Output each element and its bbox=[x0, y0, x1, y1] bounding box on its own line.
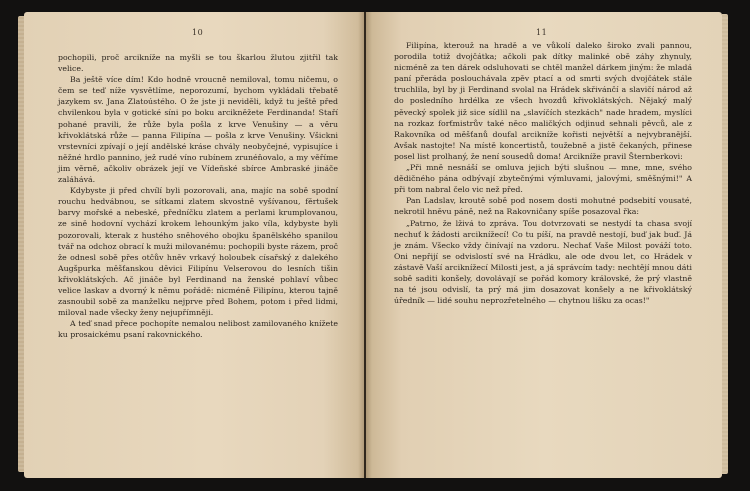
paragraph: Filipína, kterouž na hradě a ve vůkolí dalekо široko zvali pannou, porodila totiž dvojčátka; ačkoli pak dítky malinké obě záhy zhynuly, nicméně za ten dárek odsluhovati se chtěl manžel dárkem jiným: že mladá paní přeráda poslouchávala zpěv ptací a od smrti svých dvojčátek stále truchlila, byl by ji Ferdinand svolal na Hrádek skřivánčí a slavičí národ až do posledního hrdélka ze všech hvozdů křivoklátských. Nějaký malý pěvecký spolek již sice sídlil na „slavíčích stezkách" nade hradem, myslíci na rozkaz forťmistrův také něco maličkých odjinud sehnali pěvců, ale z Rakovníka od měšťanů doufal arcikníže kořisti největší a nejvybranější. Avšak nastojte! Na místě koncertistů, toužebně a jistě čekaných, přinese posel list prolhaný, že není sousedů doma! Arcikníže pravil Šternberkovi: bbox=[394, 41, 692, 161]
paragraph: A teď snad přece pochopíte nemalou nelibost zamilovaného knížete ku prosaickému psaní rakovnického. bbox=[58, 319, 338, 340]
left-page-number: 10 bbox=[192, 28, 204, 37]
right-page-text bbox=[394, 40, 692, 306]
paragraph: Pan Ladslav, kroutě sobě pod nosem dosti mohutné podsebití vousaté, nekrotil hněvu páně, než na Rakovničany spíše posazoval řka: bbox=[394, 196, 692, 217]
paragraph: Ba ještě více dím! Kdo hodně vroucně nemiloval, tomu ničemu, o čem se teď níže vysvětlíme, neporozumí, bychom vykládali třebatě jazykem sv. Jana Zlatoústého. O že jste ji neviděli, když tu ještě před chvilenkou byla v gotické síni po boku arcikněžete Ferdinanda! Staří pohané pravili, že růže byla pošla z krve Venušiny — a věru křivoklátská růže — panna Filipína — pošla z krve Venušiny. Všickni vrstevníci zpívají o její andělské kráse chvály neobyčejné, vypisujíce i něžné hrdlo pannino, jež rudé víno rubínem zrunéňovalo, a my věříme jim věrně, ačkoliv obrázek její ve Vídeňské sbírce Ambraské jináče zaláhává. bbox=[58, 75, 338, 185]
paragraph: „Při mně nesnáší se omluva jejich býti slušnou — mne, mne, svého dědičného pána odbývají zbytečnými výmluvami, jalovými, směšnými!" A při tom nabral čelo vic než před. bbox=[394, 163, 692, 195]
left-page bbox=[24, 12, 364, 478]
right-page bbox=[366, 12, 722, 478]
right-page-edges bbox=[722, 14, 728, 474]
left-page-text bbox=[58, 52, 338, 340]
right-page-number: 11 bbox=[536, 28, 548, 37]
paragraph: pochopili, proč arcikníže na myšli se tou škarlou žlutou zjitřil tak velice. bbox=[58, 53, 338, 74]
paragraph: „Patrno, že lživá to zpráva. Tou dotvrzovati se nestydí ta chasa svojí nechuť k žádosti arciknížecí! Co tu píší, na pravdě nestojí, buď jak buď. Já je znám. Všecko vždy činívají na vzdoru. Nechať Vaše Milost pováží toto. Oni nepřijí se odvislostí své na Hrádku, ale ode dvou let, co Hrádek v zástavě Vaší arciknížecí Milosti jest, a já správcím tady: nechtějí mnou dáti sobě saditi konšely, dovolávají se pořád komory královské, že prý vlastně na té jsou odvislí, ta prý má jim dosazovat konšely a ne křivoklátský úředník — lidé souhu neprozřetelného — chytnou lišku za ocas!" bbox=[394, 218, 692, 306]
paragraph: Kdybyste ji před chvílí byli pozorovali, ana, majíc na sobě spodní rouchu hedvábnou, se sítkami zlatem skvostně vyšívanou, fěrtušek barvy mořské a nebeské, předníčku zlatem a perlami krumplovanou, ze sině hodovní vychází krokem lehounkým jako víla, kdybyste byli pozorovali, kterak z hustého sněhového obojku španělského spanilou tvář na odchoz obrací k muži milovanému: pochopili byste rázem, proč že odnesl sobě přes otčův hněv vrkavý holoubek císařský z dalekého Augšpurka měšťanskou děvici Filipínu Velserovou do lesních tišin křivoklátských. Ač jináče byl Ferdinand na ženské pohlaví vůbec velice laskav a dvorný k němu pořádě: nicméně Filipínu, kterou tajně zasnoubil sobě za manželku nejprve před Bohem, potom i před lidmi, miloval nade všecky ženy nejupřímněji. bbox=[58, 186, 338, 318]
